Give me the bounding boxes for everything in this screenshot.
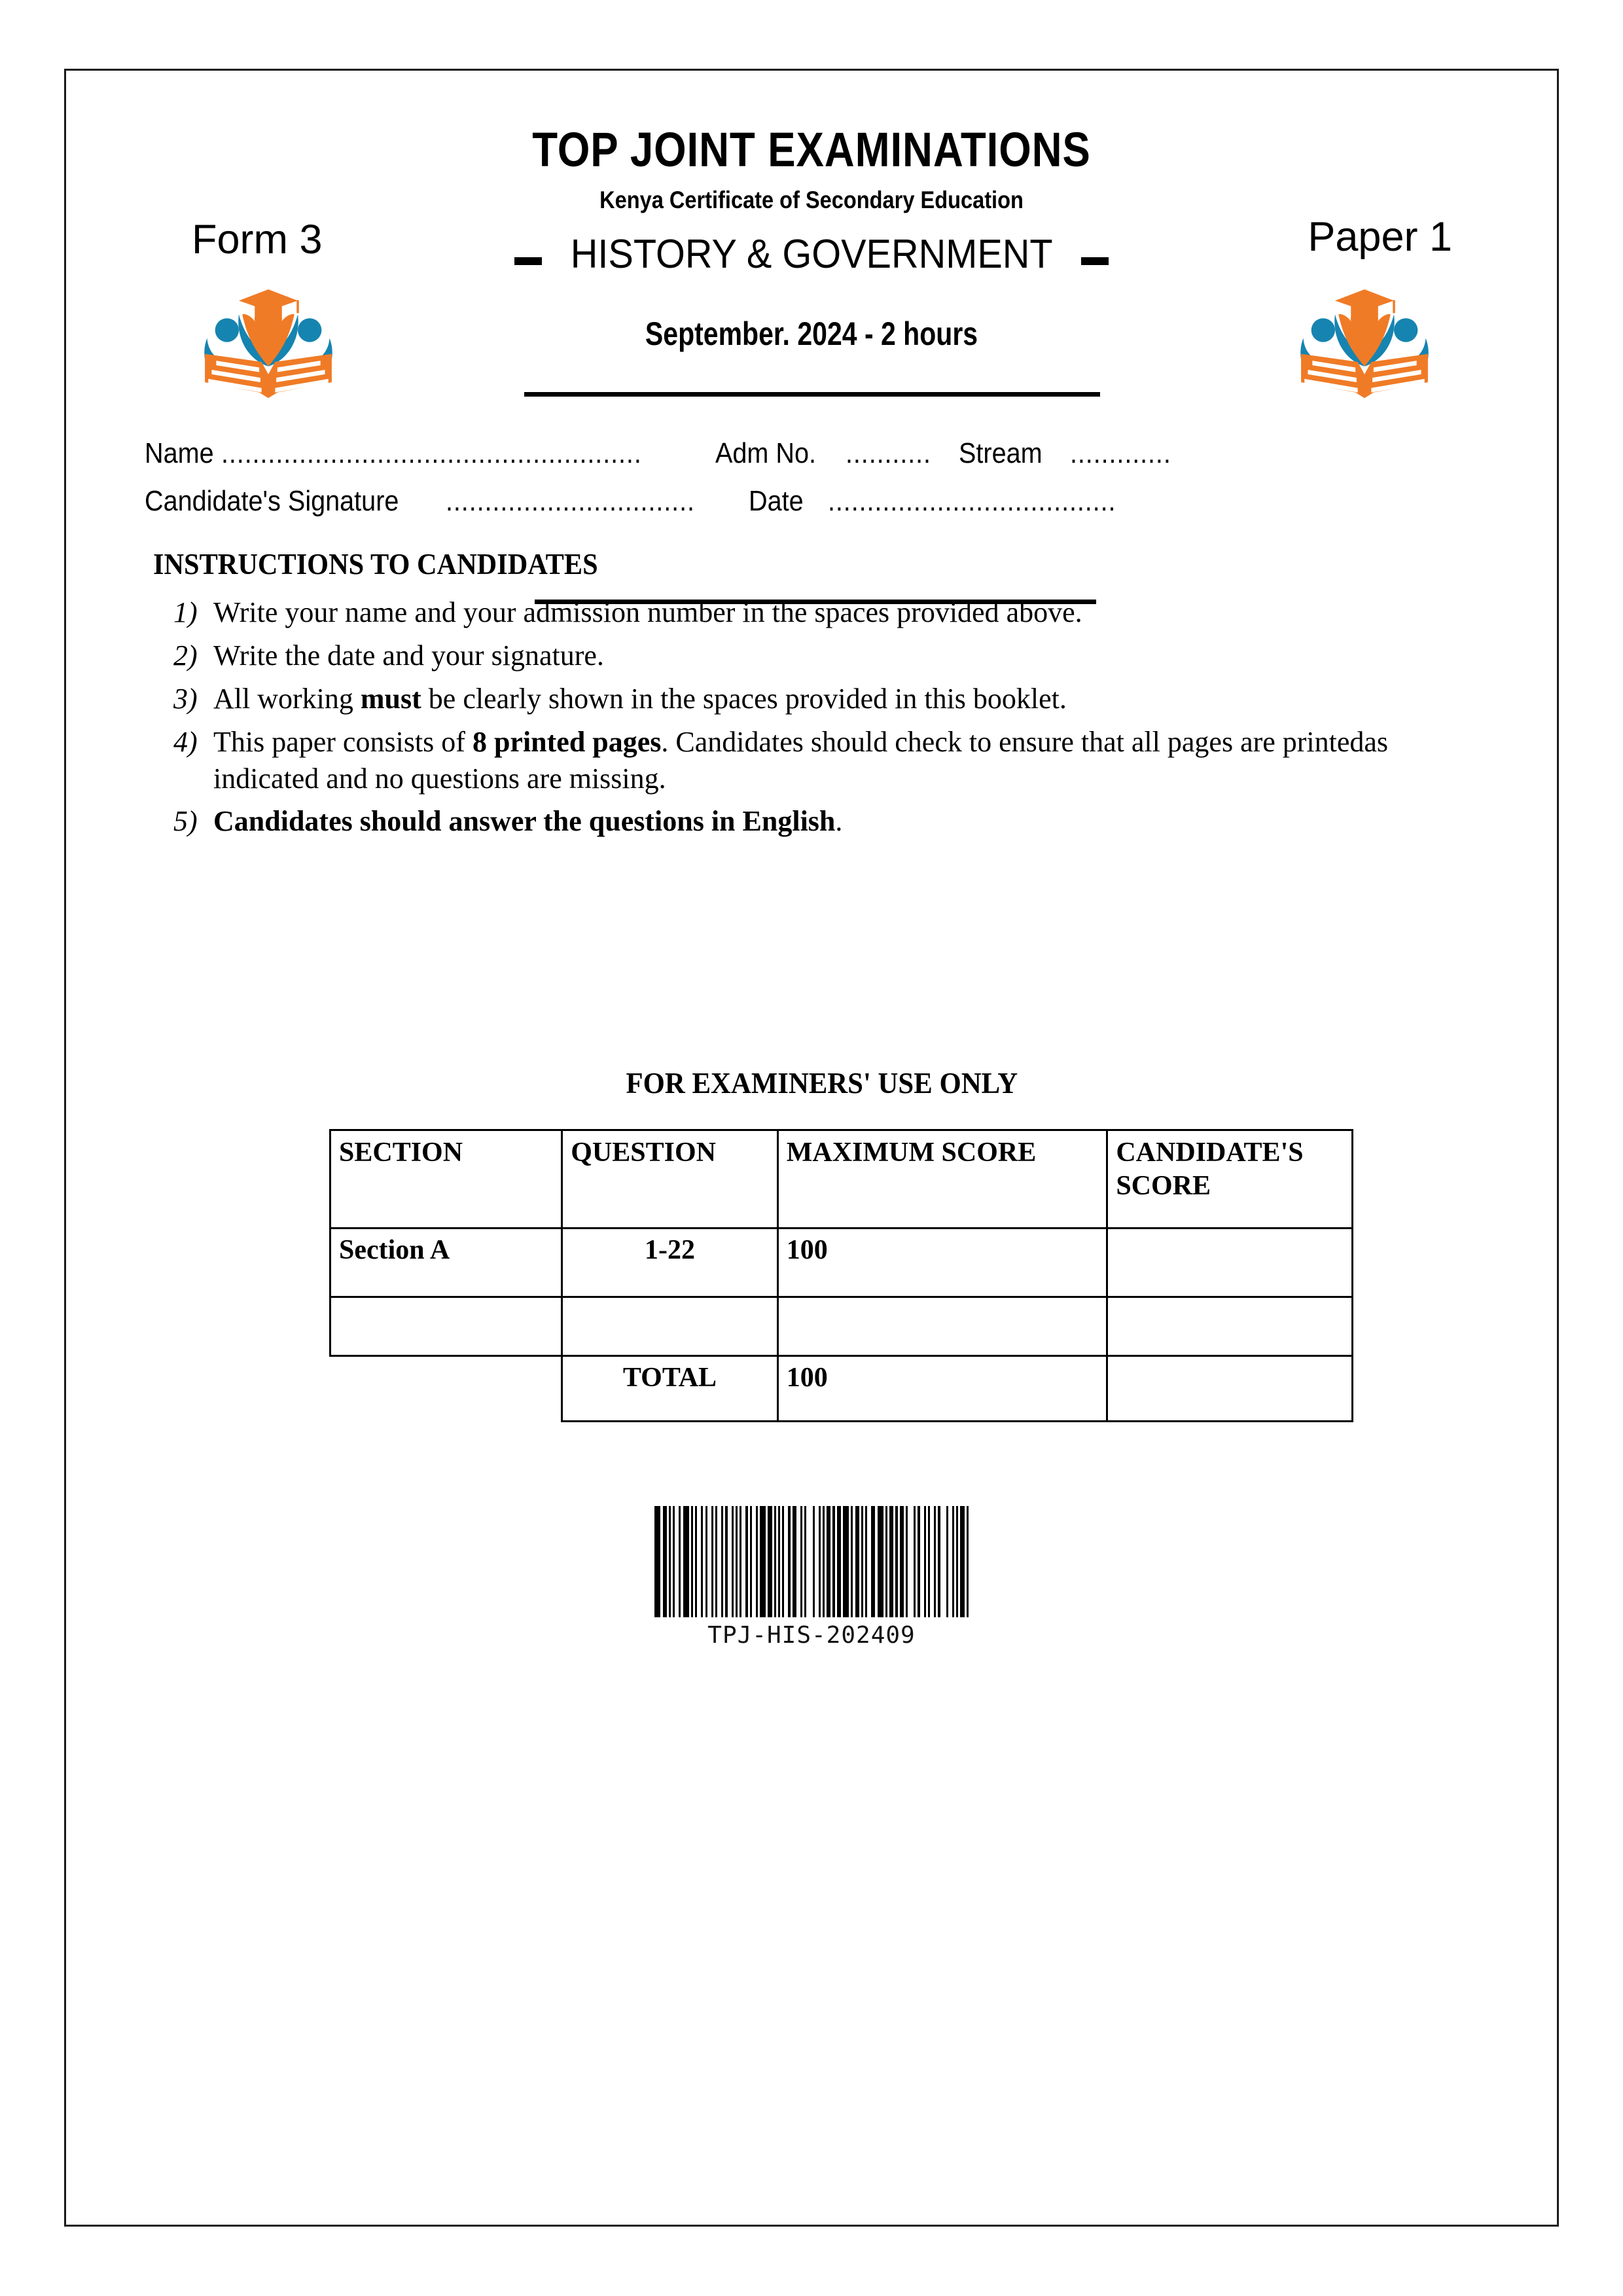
table-row	[330, 1229, 1353, 1297]
exam-subtitle: Kenya Certificate of Secondary Education	[599, 187, 1024, 213]
date-input[interactable]: .....................................	[827, 485, 1116, 517]
examiners-use-heading	[118, 1066, 1505, 1100]
instruction-number: 1)	[173, 596, 198, 628]
cell-candidate-score[interactable]	[1107, 1229, 1353, 1297]
instruction-number: 2)	[173, 639, 198, 672]
name-label: Name	[145, 437, 214, 469]
cell-total-label: TOTAL	[562, 1356, 778, 1422]
instruction-number: 4)	[173, 725, 198, 758]
table-row	[330, 1297, 1353, 1356]
cell-total-maximum: 100	[777, 1356, 1107, 1422]
adm-no-label: Adm No.	[715, 437, 816, 469]
instruction-item	[164, 681, 1473, 717]
stream-input[interactable]: .............	[1070, 437, 1171, 469]
instruction-number: 3)	[173, 682, 198, 715]
date-duration: September. 2024 - 2 hours	[645, 315, 978, 352]
table-header-row	[330, 1130, 1353, 1229]
instruction-item	[164, 803, 1473, 840]
stream-label: Stream	[959, 437, 1043, 469]
instructions-heading: INSTRUCTIONS TO CANDIDATES	[153, 547, 598, 581]
signature-field-row	[66, 485, 1557, 518]
cell-total-candidate-score[interactable]	[1107, 1356, 1353, 1422]
cell-maximum-score	[777, 1297, 1107, 1356]
instruction-item	[164, 724, 1473, 797]
name-input[interactable]: ......................................................	[221, 437, 643, 469]
examiners-score-table	[329, 1129, 1353, 1422]
signature-label: Candidate's Signature	[145, 485, 399, 517]
subject-row	[66, 231, 1557, 278]
instruction-text: Write your name and your admission number in the spaces provided above.	[213, 596, 1082, 628]
paper-label: Paper 1	[1308, 214, 1452, 260]
dash-right-icon	[1081, 257, 1109, 265]
barcode-image	[654, 1506, 969, 1617]
exam-title: TOP JOINT EXAMINATIONS	[532, 122, 1091, 177]
cell-section: Section A	[330, 1229, 562, 1297]
instruction-text: All working must be clearly shown in the spaces provided in this booklet.	[213, 682, 1067, 715]
instruction-item	[164, 637, 1473, 674]
barcode-value: TPJ-HIS-202409	[707, 1622, 916, 1649]
name-field-row	[66, 437, 1557, 470]
form-label: Form 3	[192, 217, 323, 262]
instruction-number: 5)	[173, 805, 198, 838]
cell-question: 1-22	[562, 1229, 778, 1297]
th-question: QUESTION	[562, 1130, 778, 1229]
instruction-text: Candidates should answer the questions in English.	[213, 805, 843, 838]
cell-section	[330, 1297, 562, 1356]
instruction-text: Write the date and your signature.	[213, 639, 604, 672]
instructions-list	[164, 594, 1473, 846]
barcode-block	[66, 1498, 1557, 1649]
cell-maximum-score: 100	[777, 1229, 1107, 1297]
cell-section-empty	[330, 1356, 562, 1422]
exam-cover-page	[64, 69, 1559, 2227]
cell-candidate-score[interactable]	[1107, 1297, 1353, 1356]
table-total-row	[330, 1356, 1353, 1422]
instruction-text: This paper consists of 8 printed pages. Candidates should check to ensure that all pages are printedas indicated and no questions are missing.	[213, 725, 1389, 795]
signature-input[interactable]: ................................	[445, 485, 695, 517]
dash-left-icon	[514, 257, 542, 265]
th-section: SECTION	[330, 1130, 562, 1229]
adm-no-input[interactable]: ...........	[845, 437, 931, 469]
page-header	[66, 71, 1557, 476]
instruction-item	[164, 594, 1473, 631]
subject-name: HISTORY & GOVERNMENT	[570, 232, 1053, 277]
cell-question	[562, 1297, 778, 1356]
examiners-use-heading-text: FOR EXAMINERS' USE ONLY	[626, 1066, 1018, 1100]
th-candidate-score: CANDIDATE'S SCORE	[1107, 1130, 1353, 1229]
divider-top	[524, 392, 1100, 397]
th-maximum-score: MAXIMUM SCORE	[777, 1130, 1107, 1229]
date-label: Date	[748, 485, 804, 517]
